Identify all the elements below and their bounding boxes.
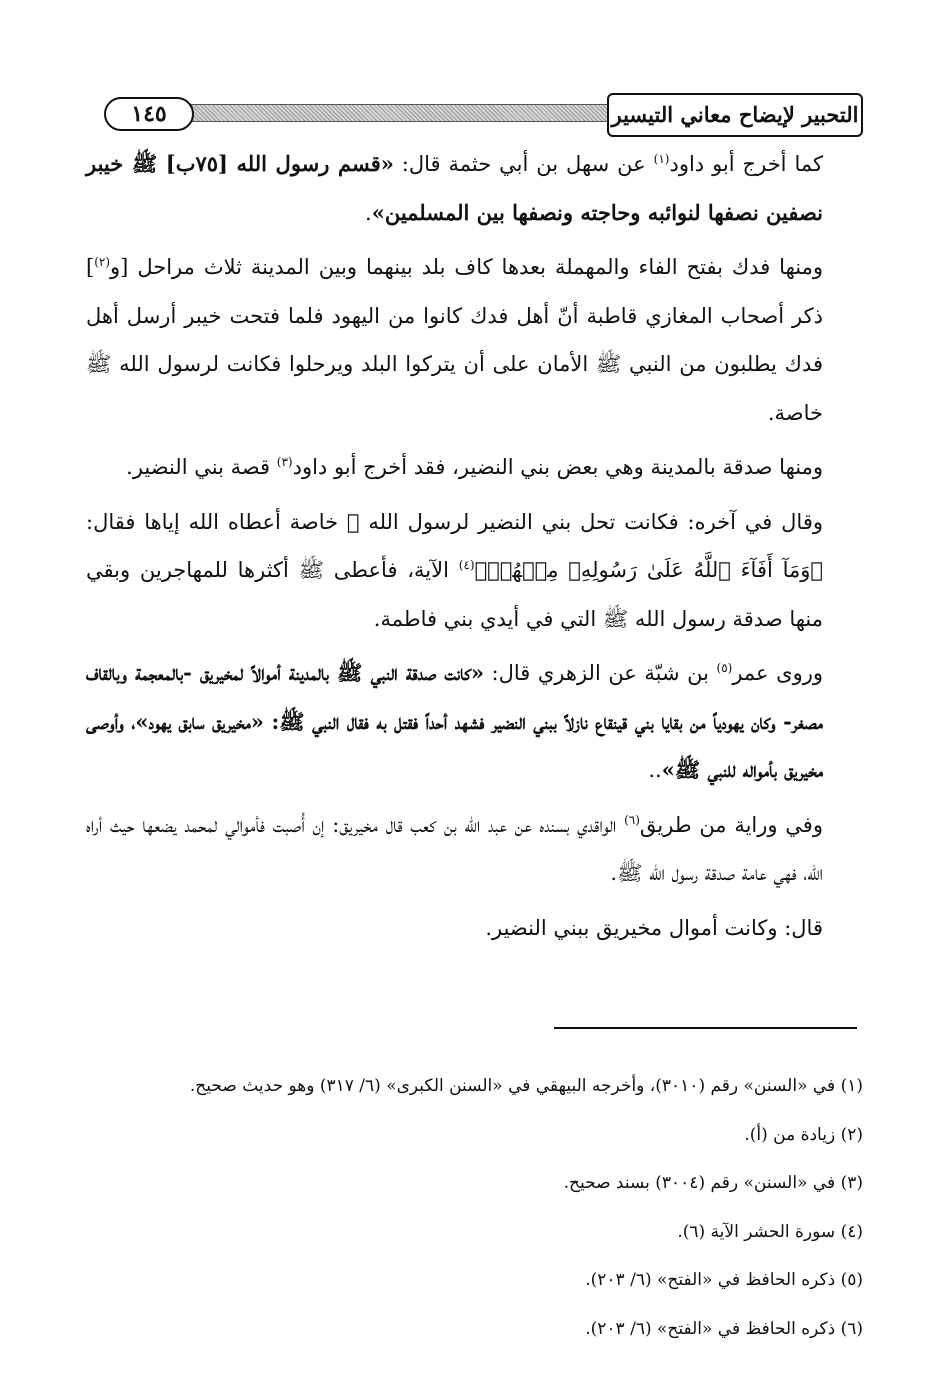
text-run: . <box>365 200 372 225</box>
text-run: قال: وكانت أموال مخيريق ببني النضير. <box>485 915 823 940</box>
book-title: التحبير لإيضاح معاني التيسير <box>607 93 863 137</box>
footnote-marker: (٦) <box>624 812 640 827</box>
text-run: ومنها صدقة بالمدينة وهي بعض بني النضير، فقد أخرج أبو داود <box>292 455 823 479</box>
text-run: الآية، فأعطى ﷺ أكثرها للمهاجرين وبقي منها صدقة رسول الله ﷺ التي في أيدي بني فاطمة. <box>86 558 823 631</box>
text-run: .. <box>648 758 662 782</box>
text-run: ومنها فدك بفتح الفاء والمهملة بعدها كاف بلد بينهما وبين المدينة ثلاث مراحل [و <box>110 255 823 279</box>
footnote: (٣) في «السنن» رقم (٣٠٠٤) بسند صحيح. <box>563 1173 863 1193</box>
quoted-text: «قسم رسول الله [٧٥ب] ﷺ خيبر نصفين نصفها لنوائبه وحاجته ونصفها بين المسلمين» <box>86 151 823 225</box>
paragraph <box>86 243 863 437</box>
footnote: (١) في «السنن» رقم (٣٠١٠)، وأخرجه البيهقي في «السنن الكبرى» (٦/ ٣١٧) وهو حديث صحيح. <box>189 1076 863 1096</box>
footnote-marker: (١) <box>653 152 670 166</box>
footnote: (٢) زيادة من (أ). <box>744 1124 863 1145</box>
running-header <box>86 93 863 135</box>
quoted-text: «كانت صدقة النبي ﷺ بالمدينة أموالاً لمخيريق -بالمعجمة وبالقاف مصغر- وكان يهودياً من بقايا بني قينقاع نازلاً ببني النضير فشهد أحداً فقتل به فقال النبي ﷺ: «مخيريق سابق يهود»، وأوصى مخيريق بأمواله للنبي ﷺ» <box>86 660 823 782</box>
text-run: الواقدي بسنده عن عبد الله بن كعب قال مخيريق: إن أُصبت فأموالي لمحمد يضعها حيث أراه الله، فهي عامة صدقة رسول الله ﷺ. <box>86 812 823 885</box>
footnotes <box>86 1062 863 1353</box>
main-text <box>86 140 863 952</box>
text-run: قصة بني النضير. <box>126 455 277 479</box>
text-run: ] ذكر أصحاب المغازي قاطبة أنّ أهل فدك كانوا من اليهود فلما فتحت خيبر أرسل أهل فدك يطلبون من النبي ﷺ الأمان على أن يتركوا البلد ويرحلوا فكانت لرسول الله ﷺ خاصة. <box>86 255 823 425</box>
paragraph <box>86 801 863 898</box>
footnote-marker: (٥) <box>716 661 733 675</box>
paragraph <box>86 904 863 953</box>
footnote-marker: (٢) <box>94 255 111 269</box>
footnote: (٦) ذكره الحافظ في «الفتح» (٦/ ٢٠٣). <box>585 1318 863 1339</box>
paragraph <box>86 140 863 237</box>
paragraph <box>86 649 863 795</box>
paragraph <box>86 443 863 492</box>
text-run: عن سهل بن أبي حثمة قال: <box>393 152 654 176</box>
text-run: وفي وراية من طريق <box>639 812 823 837</box>
footnote-separator <box>554 1027 857 1029</box>
text-run: بن شبّة عن الزهري قال: <box>484 661 717 685</box>
text-run: وقال في آخره: فكانت تحل بني النضير لرسول الله ﷺ خاصة أعطاه الله إياها فقال: ﴿وَمَآ أَفَآءَ ٱللَّهُ عَلَىٰ رَسُولِهِۦ مِنۡهُمۡ﴾ <box>86 509 823 582</box>
footnote-marker: (٤) <box>458 558 475 572</box>
footnote-marker: (٣) <box>276 455 293 469</box>
header-hatched-band <box>126 104 613 122</box>
text-run: كما أخرج أبو داود <box>669 152 823 176</box>
footnote: (٥) ذكره الحافظ في «الفتح» (٦/ ٢٠٣). <box>585 1270 863 1290</box>
page-number: ١٤٥ <box>104 97 194 131</box>
footnote: (٤) سورة الحشر الآية (٦). <box>677 1221 863 1242</box>
text-run: وروى عمر <box>732 661 823 685</box>
paragraph <box>86 498 863 644</box>
